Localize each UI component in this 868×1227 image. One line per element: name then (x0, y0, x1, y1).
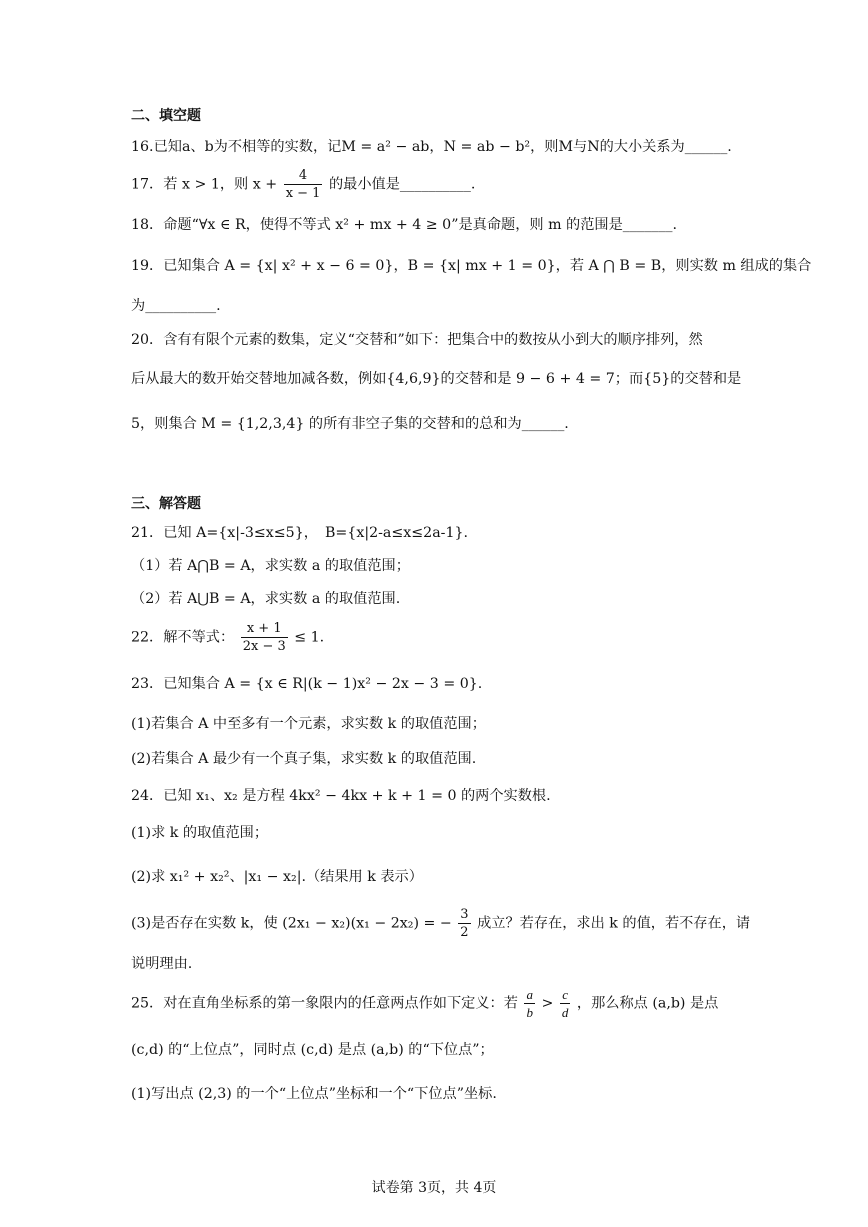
question-16: 16.已知a、b为不相等的实数，记M = a² − ab，N = ab − b²，则M与N的大小关系为______. (131, 139, 732, 155)
question-25-part1: (1)写出点 (2,3) 的一个“上位点”坐标和一个“下位点”坐标. (131, 1086, 497, 1102)
question-22 (131, 622, 748, 653)
question-23-part1: (1)若集合 A 中至多有一个元素，求实数 k 的取值范围； (131, 716, 486, 732)
q22-fraction (241, 622, 288, 653)
question-25-line2: (c,d) 的“上位点”，同时点 (c,d) 是点 (a,b) 的“下位点”； (131, 1042, 494, 1058)
q17-suffix: 的最小值是__________. (328, 176, 476, 193)
q25-prefix: 25．对在直角坐标系的第一象限内的任意两点作如下定义：若 (131, 995, 518, 1012)
q22-denominator: 2x − 3 (242, 639, 286, 654)
q25-fraction-ab (524, 988, 535, 1019)
section3-title: 三、解答题 (131, 496, 201, 512)
q22-suffix: ≤ 1. (294, 629, 325, 646)
q25-b: b (526, 1005, 533, 1020)
question-20-line3: 5，则集合 M = {1,2,3,4} 的所有非空子集的交替和的总和为______. (131, 416, 569, 432)
question-24-part1: (1)求 k 的取值范围； (131, 825, 269, 841)
q17-numerator: 4 (284, 169, 323, 185)
q22-prefix: 22．解不等式： (131, 629, 235, 646)
q25-suffix: ，那么称点 (a,b) 是点 (576, 995, 719, 1012)
section2-title: 二、填空题 (131, 108, 201, 124)
question-21-part2: （2）若 A⋃B = A，求实数 a 的取值范围. (131, 591, 401, 607)
q24-3-numerator: 3 (460, 907, 469, 922)
q17-prefix: 17．若 x > 1，则 x + (131, 176, 278, 193)
q17-fraction (284, 169, 323, 200)
q24-3-suffix: 成立？若存在，求出 k 的值，若不存在，请 (477, 915, 751, 932)
question-20-line1: 20．含有有限个元素的数集，定义“交替和”如下：把集合中的数按从小到大的顺序排列，然 (131, 332, 703, 348)
question-23-part2: (2)若集合 A 最少有一个真子集，求实数 k 的取值范围. (131, 751, 477, 767)
question-24-part3 (131, 907, 751, 940)
q25-d: d (561, 1005, 569, 1020)
q25-c: c (560, 988, 571, 1004)
question-19-line1: 19．已知集合 A = {x| x² + x − 6 = 0}，B = {x| mx + 1 = 0}，若 A ⋂ B = B，则实数 m 组成的集合 (131, 258, 812, 274)
q25-greater-than: > (541, 995, 554, 1012)
q25-fraction-cd (560, 988, 571, 1019)
question-24-part3-line2: 说明理由. (131, 956, 193, 972)
page-footer: 试卷第 3页，共 4页 (371, 1180, 497, 1196)
q17-denominator: x − 1 (285, 186, 321, 201)
question-25 (131, 988, 748, 1019)
question-17 (131, 169, 748, 200)
question-23: 23．已知集合 A = {x ∈ R|(k − 1)x² − 2x − 3 = 0}. (131, 676, 483, 692)
question-21: 21．已知 A={x|-3≤x≤5}， B={x|2-a≤x≤2a-1}. (131, 525, 469, 541)
question-20-line2: 后从最大的数开始交替地加减各数，例如{4,6,9}的交替和是 9 − 6 + 4 = 7；而{5}的交替和是 (131, 371, 742, 387)
q24-3-denominator: 2 (460, 925, 469, 940)
q22-numerator: x + 1 (241, 622, 288, 638)
question-19-line2: 为__________. (131, 298, 221, 314)
q24-3-fraction (458, 908, 470, 939)
question-21-part1: （1）若 A⋂B = A，求实数 a 的取值范围； (131, 558, 410, 574)
question-24-part2: (2)求 x₁² + x₂²、|x₁ − x₂|.（结果用 k 表示） (131, 869, 423, 885)
question-24: 24．已知 x₁、x₂ 是方程 4kx² − 4kx + k + 1 = 0 的两个实数根. (131, 788, 551, 804)
q24-3-prefix: (3)是否存在实数 k，使 (2x₁ − x₂)(x₁ − 2x₂) = − (131, 915, 452, 932)
question-18: 18．命题“∀x ∈ R，使得不等式 x² + mx + 4 ≥ 0”是真命题，则 m 的范围是_______. (131, 217, 677, 233)
q25-a: a (526, 987, 533, 1002)
